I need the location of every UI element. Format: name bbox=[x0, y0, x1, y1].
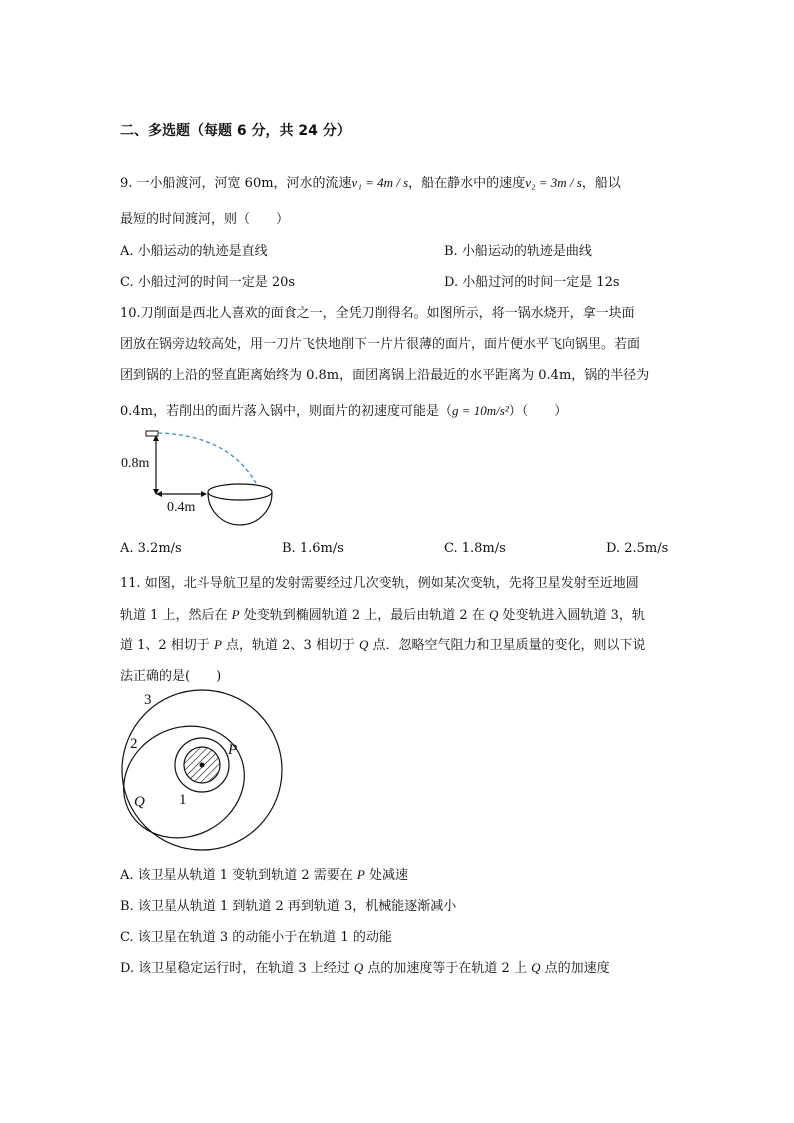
q10-figure-pot bbox=[118, 425, 288, 537]
label-point-q: Q bbox=[134, 794, 145, 810]
q10-stem-part-1: 0.4m，若削出的面片落入锅中，则面片的初速度可能是（ bbox=[120, 404, 453, 419]
q9-v2: v₂ = 3m / s bbox=[525, 175, 582, 190]
q9-stem-part-1: 9. 一小船渡河，河宽 60m，河水的流速 bbox=[120, 176, 352, 191]
q11-stem-part-2: 处变轨到椭圆轨道 2 上，最后由轨道 2 在 bbox=[239, 608, 489, 623]
q11-line-3 bbox=[120, 634, 646, 653]
q11-line-4: 法正确的是( ) bbox=[120, 669, 222, 684]
q11-option-d-q: Q bbox=[353, 960, 364, 975]
q11-option-d-q-2: Q bbox=[531, 960, 541, 975]
q11-option-a-part-2: 处减速 bbox=[364, 868, 408, 883]
q9-stem-part-3: ，船以 bbox=[581, 176, 621, 191]
pot-rim bbox=[208, 484, 272, 500]
q10-line-3: 团到锅的上沿的竖直距离始终为 0.8m，面团离锅上沿最近的水平距离为 0.4m，锅的半径为 bbox=[120, 368, 650, 383]
q10-line-1: 10.刀削面是西北人喜欢的面食之一，全凭刀削得名。如图所示，将一锅水烧开，拿一块面 bbox=[120, 306, 635, 321]
q10-option-d[interactable]: D. 2.5m/s bbox=[606, 541, 669, 556]
q11-option-c[interactable]: C. 该卫星在轨道 3 的动能小于在轨道 1 的动能 bbox=[120, 930, 392, 945]
q10-g-value: g = 10m/s² bbox=[452, 403, 509, 418]
q10-line-4 bbox=[120, 400, 567, 419]
q11-option-d-part-2: 点的加速度等于在轨道 2 上 bbox=[363, 961, 532, 976]
q11-point-p-2: P bbox=[213, 637, 222, 652]
dough-block bbox=[146, 431, 158, 436]
label-orbit-2: 2 bbox=[130, 736, 138, 752]
q10-option-c[interactable]: C. 1.8m/s bbox=[444, 541, 506, 556]
q11-option-d[interactable] bbox=[120, 957, 610, 976]
q10-option-b[interactable]: B. 1.6m/s bbox=[282, 541, 344, 556]
label-orbit-3: 3 bbox=[144, 692, 152, 708]
q10-line-2: 团放在锅旁边较高处，用一刀片飞快地削下一片片很薄的面片，面片便水平飞向锅里。若面 bbox=[120, 337, 641, 352]
q11-figure-orbits bbox=[118, 688, 288, 852]
q11-option-d-part-1: D. 该卫星稳定运行时，在轨道 3 上经过 bbox=[120, 961, 354, 976]
q11-option-b[interactable]: B. 该卫星从轨道 1 到轨道 2 再到轨道 3，机械能逐渐减小 bbox=[120, 899, 457, 914]
q9-v1: v₁ = 4m / s bbox=[351, 175, 409, 190]
q10-stem-part-2: ）（ ） bbox=[508, 404, 568, 419]
q9-option-d[interactable]: D. 小船过河的时间一定是 12s bbox=[444, 275, 620, 290]
q11-line-1: 11. 如图，北斗导航卫星的发射需要经过几次变轨，例如某次变轨，先将卫星发射至近地圆 bbox=[120, 576, 639, 591]
q11-point-q: Q bbox=[488, 607, 499, 622]
q11-stem-part-3: 处变轨进入圆轨道 3，轨 bbox=[498, 608, 645, 623]
label-0-4m: 0.4m bbox=[167, 500, 196, 515]
q9-option-a[interactable]: A. 小船运动的轨迹是直线 bbox=[120, 244, 268, 259]
q9-option-b[interactable]: B. 小船运动的轨迹是曲线 bbox=[444, 244, 592, 259]
q11-stem-part-5: 点，轨道 2、3 相切于 bbox=[221, 638, 359, 653]
label-0-8m: 0.8m bbox=[121, 456, 150, 471]
q11-option-a[interactable] bbox=[120, 864, 408, 883]
q11-stem-part-6: 点．忽略空气阻力和卫星质量的变化，则以下说 bbox=[368, 638, 646, 653]
q11-point-q-2: Q bbox=[358, 637, 369, 652]
label-point-p: P bbox=[228, 742, 238, 758]
trajectory-curve bbox=[158, 433, 256, 483]
q9-option-c[interactable]: C. 小船过河的时间一定是 20s bbox=[120, 275, 296, 290]
q11-stem-part-1: 轨道 1 上，然后在 bbox=[120, 608, 232, 623]
earth-center-dot bbox=[200, 763, 205, 768]
q9-stem-part-2: ，船在静水中的速度 bbox=[408, 176, 526, 191]
q11-option-a-p: P bbox=[356, 867, 365, 882]
q10-option-a[interactable]: A. 3.2m/s bbox=[120, 541, 182, 556]
section-title: 二、多选题（每题 6 分，共 24 分） bbox=[120, 123, 351, 139]
arrow-head-right bbox=[201, 491, 207, 497]
q11-stem-part-4: 道 1、2 相切于 bbox=[120, 638, 214, 653]
q11-line-2 bbox=[120, 604, 645, 623]
q9-line-2: 最短的时间渡河，则（ ） bbox=[120, 212, 290, 227]
q11-option-a-part-1: A. 该卫星从轨道 1 变轨到轨道 2 需要在 bbox=[120, 868, 357, 883]
q11-point-p: P bbox=[231, 607, 240, 622]
q11-option-d-part-3: 点的加速度 bbox=[540, 961, 610, 976]
q9-line-1 bbox=[120, 172, 621, 191]
label-orbit-1: 1 bbox=[179, 792, 187, 808]
